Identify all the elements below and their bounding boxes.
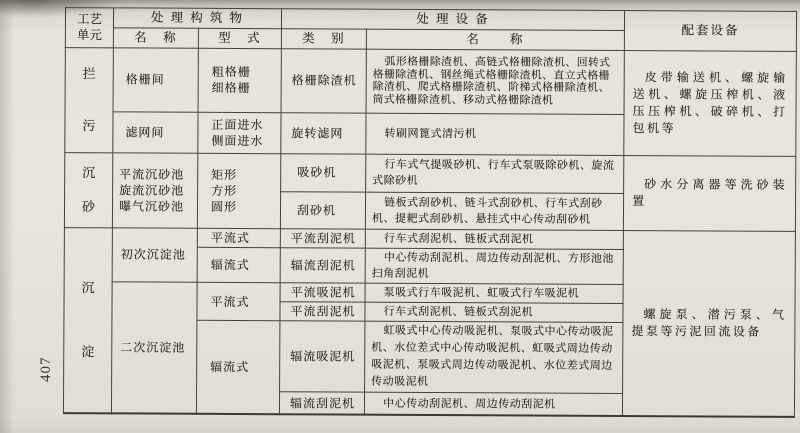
category-grate-deslagger: 格栅除渣机 <box>281 49 366 113</box>
equipment-grate-deslagger-list: 弧形格栅除渣机、高链式格栅除渣机、回转式格栅除渣机、钢丝绳式格栅除渣机、直立式格栅除渣机、爬式格栅除渣机、阶梯式格栅除渣机、筒式格栅除渣机、移动式格栅除渣机 <box>366 49 624 114</box>
category-horizontal-scraper-primary: 平流刮泥机 <box>280 229 365 249</box>
type-primary-radial: 辐流式 <box>197 247 280 282</box>
header-equipment: 处 理 设 备 <box>281 9 624 31</box>
equipment-radial-scraper-secondary-list: 中心传动刮泥机、周边传动刮泥机 <box>364 393 622 416</box>
page-number: 407 <box>38 356 54 382</box>
category-radial-suction: 辐流吸泥机 <box>280 321 365 392</box>
auxiliary-screening: 皮带输送机、螺旋输送机、螺旋压榨机、液压压榨机、破碎机、打包机等 <box>624 50 797 156</box>
category-radial-scraper-secondary: 辐流刮泥机 <box>279 392 364 414</box>
header-process-unit: 工艺单元 <box>65 8 113 48</box>
header-structures: 处 理 构 筑 物 <box>113 8 281 29</box>
equipment-horizontal-suction-list: 泵吸式行车吸泥机、虹吸式行车吸泥机 <box>365 283 623 304</box>
type-secondary-horizontal: 平流式 <box>197 282 280 321</box>
category-rotary-screen: 旋转滤网 <box>281 112 366 154</box>
category-horizontal-suction: 平流吸泥机 <box>280 283 365 303</box>
structure-grit-chambers: 平流沉砂池 旋流沉砂池 曝气沉砂池 <box>112 153 197 228</box>
equipment-rotary-screen-list: 转刷网篦式清污机 <box>366 113 624 156</box>
auxiliary-sedimentation: 螺旋泵、潜污泵、气提泵等污泥回流设备 <box>622 230 795 416</box>
type-coarse-fine-grate: 粗格栅 细格栅 <box>198 48 281 112</box>
structure-secondary-clarifier: 二次沉淀池 <box>111 282 197 414</box>
equipment-sand-scraper-list: 链板式刮砂机、链斗式刮砂机、行车式刮砂机、提耙式刮砂机、悬挂式中心传动刮砂机 <box>365 192 623 230</box>
header-equipment-name: 名 称 <box>366 29 624 50</box>
equipment-radial-scraper-primary-list: 中心传动刮泥机、周边传动刮泥机、方形池池扫角刮泥机 <box>365 248 623 284</box>
structure-screen-room: 滤网间 <box>113 112 198 154</box>
unit-label-grit: 沉砂 <box>64 152 112 227</box>
type-secondary-radial: 辐流式 <box>196 321 280 414</box>
header-auxiliary: 配套设备 <box>624 11 796 52</box>
equipment-radial-suction-list: 虹吸式中心传动吸泥机、泵吸式中心传动吸泥机、水位差式中心传动吸泥机、虹吸式周边传动吸泥机、泵吸式周边传动吸泥机、水位差式周边传动吸泥机 <box>365 322 623 394</box>
category-sand-suction: 吸砂机 <box>281 154 366 192</box>
unit-label-sedimentation: 沉淀 <box>63 227 112 413</box>
category-sand-scraper: 刮砂机 <box>280 192 365 229</box>
unit-label-screening: 拦污 <box>65 47 114 152</box>
treatment-equipment-table <box>63 7 797 418</box>
structure-primary-clarifier: 初次沉淀池 <box>112 228 197 283</box>
header-structure-type: 型 式 <box>198 28 281 48</box>
auxiliary-grit: 砂水分离器等洗砂装置 <box>623 155 795 231</box>
header-structure-name: 名 称 <box>113 28 198 48</box>
type-screen-inlet: 正面进水 侧面进水 <box>198 112 281 154</box>
category-radial-scraper-primary: 辐流刮泥机 <box>280 248 365 283</box>
category-horizontal-scraper-secondary: 平流刮泥机 <box>280 302 365 322</box>
equipment-horizontal-scraper-primary-list: 行车式刮泥机、链板式刮泥机 <box>365 229 623 250</box>
structure-grate-room: 格栅间 <box>113 48 198 112</box>
type-primary-horizontal: 平流式 <box>197 228 280 248</box>
header-equipment-category: 类 别 <box>281 29 366 49</box>
equipment-horizontal-scraper-secondary-list: 行车式刮泥机、链板式刮泥机 <box>365 302 623 323</box>
type-grit-shapes: 矩形 方形 圆形 <box>197 153 280 228</box>
equipment-sand-suction-list: 行车式气提吸砂机、行车式泵吸除砂机、旋流式除砂机 <box>366 154 624 193</box>
